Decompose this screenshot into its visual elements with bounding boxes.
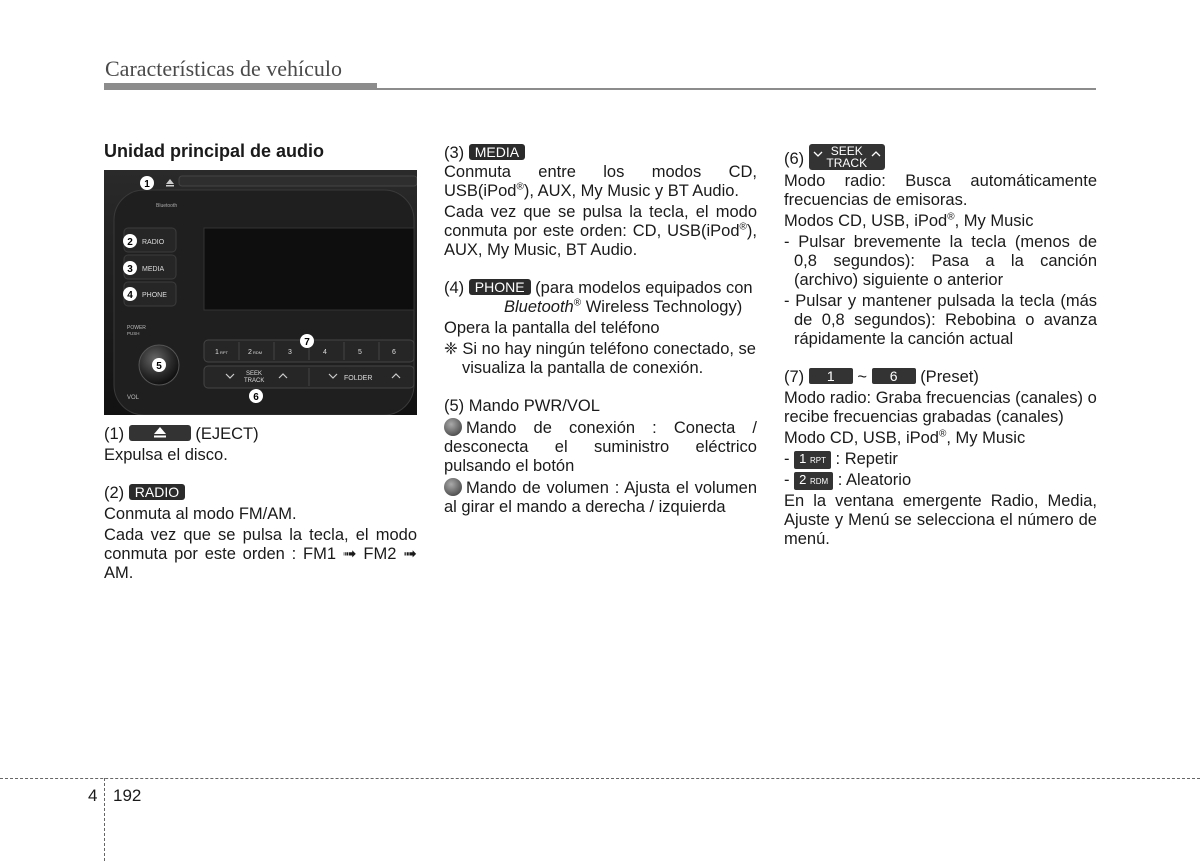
media-item <box>444 144 757 163</box>
eject-number: (1) <box>104 425 125 443</box>
phone-number: (4) <box>444 279 465 297</box>
knob-icon <box>444 418 462 436</box>
preset-5-label: 5 <box>358 349 362 356</box>
column-2 <box>444 144 757 517</box>
audio-unit-image <box>104 170 417 415</box>
page-number: 192 <box>113 786 142 805</box>
eject-label: (EJECT) <box>195 425 259 443</box>
audio-unit-illustration <box>104 170 417 415</box>
preset-2-label: 2 <box>248 349 252 356</box>
preset-last-button-icon: 6 <box>872 368 916 384</box>
media-description-2: Cada vez que se pulsa la tecla, el modo conmuta por este orden: CD, USB(iPod®), AUX, My Music, BT Audio. <box>444 203 757 259</box>
footer-divider <box>104 778 105 861</box>
callout-5: 5 <box>156 361 162 372</box>
seek-item-2: - Pulsar y mantener pulsada la tecla (más de 0,8 segundos): Rebobina o avanza rápidamente la canción actual <box>784 292 1097 348</box>
callout-4: 4 <box>127 290 133 301</box>
media-number: (3) <box>444 144 465 162</box>
preset-4-label: 4 <box>323 349 327 356</box>
random-item: - 2 RDM : Aleatorio <box>784 471 912 489</box>
eject-description: Expulsa el disco. <box>104 446 228 464</box>
folder-label: FOLDER <box>344 375 373 382</box>
callout-6: 6 <box>253 392 259 403</box>
phone-item: (4) PHONE (para modelos equipados con <box>444 279 753 297</box>
seek-description-1: Modo radio: Busca automáticamente frecuencias de emisoras. <box>784 172 1097 209</box>
radio-button-label: RADIO <box>142 239 165 246</box>
preset-6-label: 6 <box>392 349 396 356</box>
page-header-title: Características de vehículo <box>105 56 343 81</box>
media-button-label: MEDIA <box>142 266 165 273</box>
phone-button-label: PHONE <box>142 292 167 299</box>
eject-item <box>104 425 417 444</box>
pwr-description-1: Mando de conexión : Conecta / desconecta el suministro eléctrico pulsando el botón <box>444 419 757 475</box>
push-label: PUSH <box>127 331 140 336</box>
footer-rule <box>0 778 1200 779</box>
random-button-icon: 2 RDM <box>794 472 833 490</box>
seek-number: (6) <box>784 150 805 168</box>
radio-description-1: Conmuta al modo FM/AM. <box>104 505 297 523</box>
header-rule <box>104 88 1096 90</box>
column-3 <box>784 144 1097 549</box>
phone-description-2: Opera la pantalla del teléfono <box>444 319 660 337</box>
section-title: Unidad principal de audio <box>104 141 325 161</box>
preset-3-label: 3 <box>288 349 292 356</box>
popup-description: En la ventana emergente Radio, Media, Ajuste y Menú se selecciona el número de menú. <box>784 492 1097 548</box>
radio-description-2: Cada vez que se pulsa la tecla, el modo conmuta por este orden : FM1 ➟ FM2 ➟ AM. <box>104 526 417 582</box>
preset-1-label: 1 <box>215 349 219 356</box>
eject-button-icon <box>129 425 191 441</box>
phone-badge: PHONE <box>469 279 531 295</box>
preset-2-sub: RDM <box>253 350 263 355</box>
callout-1: 1 <box>144 179 150 190</box>
chapter-number: 4 <box>88 786 98 805</box>
power-label: POWER <box>127 325 146 331</box>
pwr-description-2: Mando de volumen : Ajusta el volumen al girar el mando a derecha / izquierda <box>444 479 757 516</box>
seek-item-1: - Pulsar brevemente la tecla (menos de 0,8 segundos): Pasa a la canción (archivo) siguiente o anterior <box>784 233 1097 289</box>
knob-icon <box>444 478 462 496</box>
callout-3: 3 <box>127 264 133 275</box>
seek-label: SEEK <box>246 371 263 377</box>
preset-1-sub: RPT <box>220 350 228 355</box>
phone-note: ❈ Si no hay ningún teléfono conectado, se visualiza la pantalla de conexión. <box>444 340 756 377</box>
seek-item <box>784 144 1097 170</box>
column-1 <box>104 140 417 583</box>
radio-badge: RADIO <box>129 484 185 500</box>
phone-description-cont: Bluetooth® Wireless Technology) <box>504 297 743 316</box>
preset-description-1: Modo radio: Graba frecuencias (canales) o recibe frecuencias grabadas (canales) <box>784 389 1097 426</box>
pwr-title: (5) Mando PWR/VOL <box>444 397 600 415</box>
preset-label: (Preset) <box>920 368 979 386</box>
radio-item <box>104 484 417 503</box>
repeat-button-icon: 1 RPT <box>794 451 831 469</box>
seek-description-2: Modos CD, USB, iPod®, My Music <box>784 211 1034 230</box>
media-description-1: Conmuta entre los modos CD, USB(iPod®), AUX, My Music y BT Audio. <box>444 163 757 200</box>
track-label: TRACK <box>244 378 265 384</box>
callout-2: 2 <box>127 237 133 248</box>
radio-number: (2) <box>104 484 125 502</box>
bluetooth-label: Bluetooth <box>156 203 178 209</box>
preset-number: (7) <box>784 368 805 386</box>
preset-first-button-icon: 1 <box>809 368 853 384</box>
vol-label: VOL <box>127 395 140 401</box>
callout-7: 7 <box>304 337 310 348</box>
repeat-item: - 1 RPT : Repetir <box>784 450 898 468</box>
preset-description-2: Modo CD, USB, iPod®, My Music <box>784 428 1026 447</box>
seek-track-button-icon: SEEK TRACK <box>809 144 885 170</box>
media-badge: MEDIA <box>469 144 525 160</box>
preset-item: (7) 1 ~ 6 (Preset) <box>784 368 979 386</box>
